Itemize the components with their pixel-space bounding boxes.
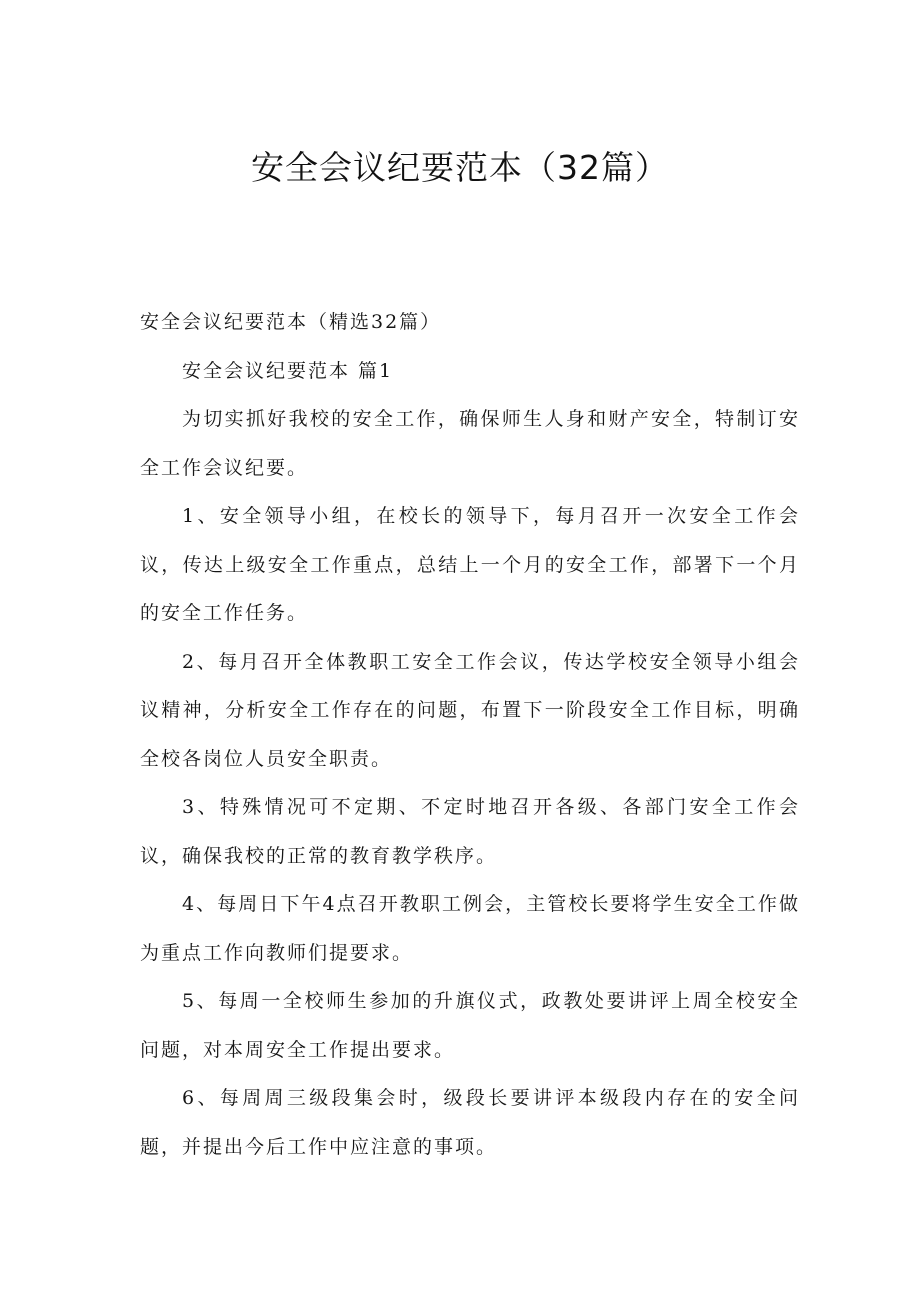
section-heading: 安全会议纪要范本 篇1 (182, 359, 394, 382)
document-title: 安全会议纪要范本（32篇） (251, 148, 669, 187)
document-subtitle: 安全会议纪要范本（精选32篇） (140, 311, 442, 333)
document-body (140, 298, 800, 1171)
paragraph-item-5: 5、每周一全校师生参加的升旗仪式，政教处要讲评上周全校安全问题，对本周安全工作提出要求。 (140, 990, 800, 1061)
paragraph-item-6: 6、每周周三级段集会时，级段长要讲评本级段内存在的安全问题，并提出今后工作中应注意的事项。 (140, 1087, 800, 1158)
paragraph-item-3: 3、特殊情况可不定期、不定时地召开各级、各部门安全工作会议，确保我校的正常的教育教学秩序。 (140, 796, 800, 867)
intro-paragraph: 为切实抓好我校的安全工作，确保师生人身和财产安全，特制订安全工作会议纪要。 (140, 408, 800, 479)
paragraph-item-1: 1、安全领导小组，在校长的领导下，每月召开一次安全工作会议，传达上级安全工作重点，总结上一个月的安全工作，部署下一个月的安全工作任务。 (140, 505, 800, 624)
paragraph-item-4: 4、每周日下午4点召开教职工例会，主管校长要将学生安全工作做为重点工作向教师们提要求。 (140, 893, 800, 964)
paragraph-item-2: 2、每月召开全体教职工安全工作会议，传达学校安全领导小组会议精神，分析安全工作存在的问题，布置下一阶段安全工作目标，明确全校各岗位人员安全职责。 (140, 650, 800, 770)
